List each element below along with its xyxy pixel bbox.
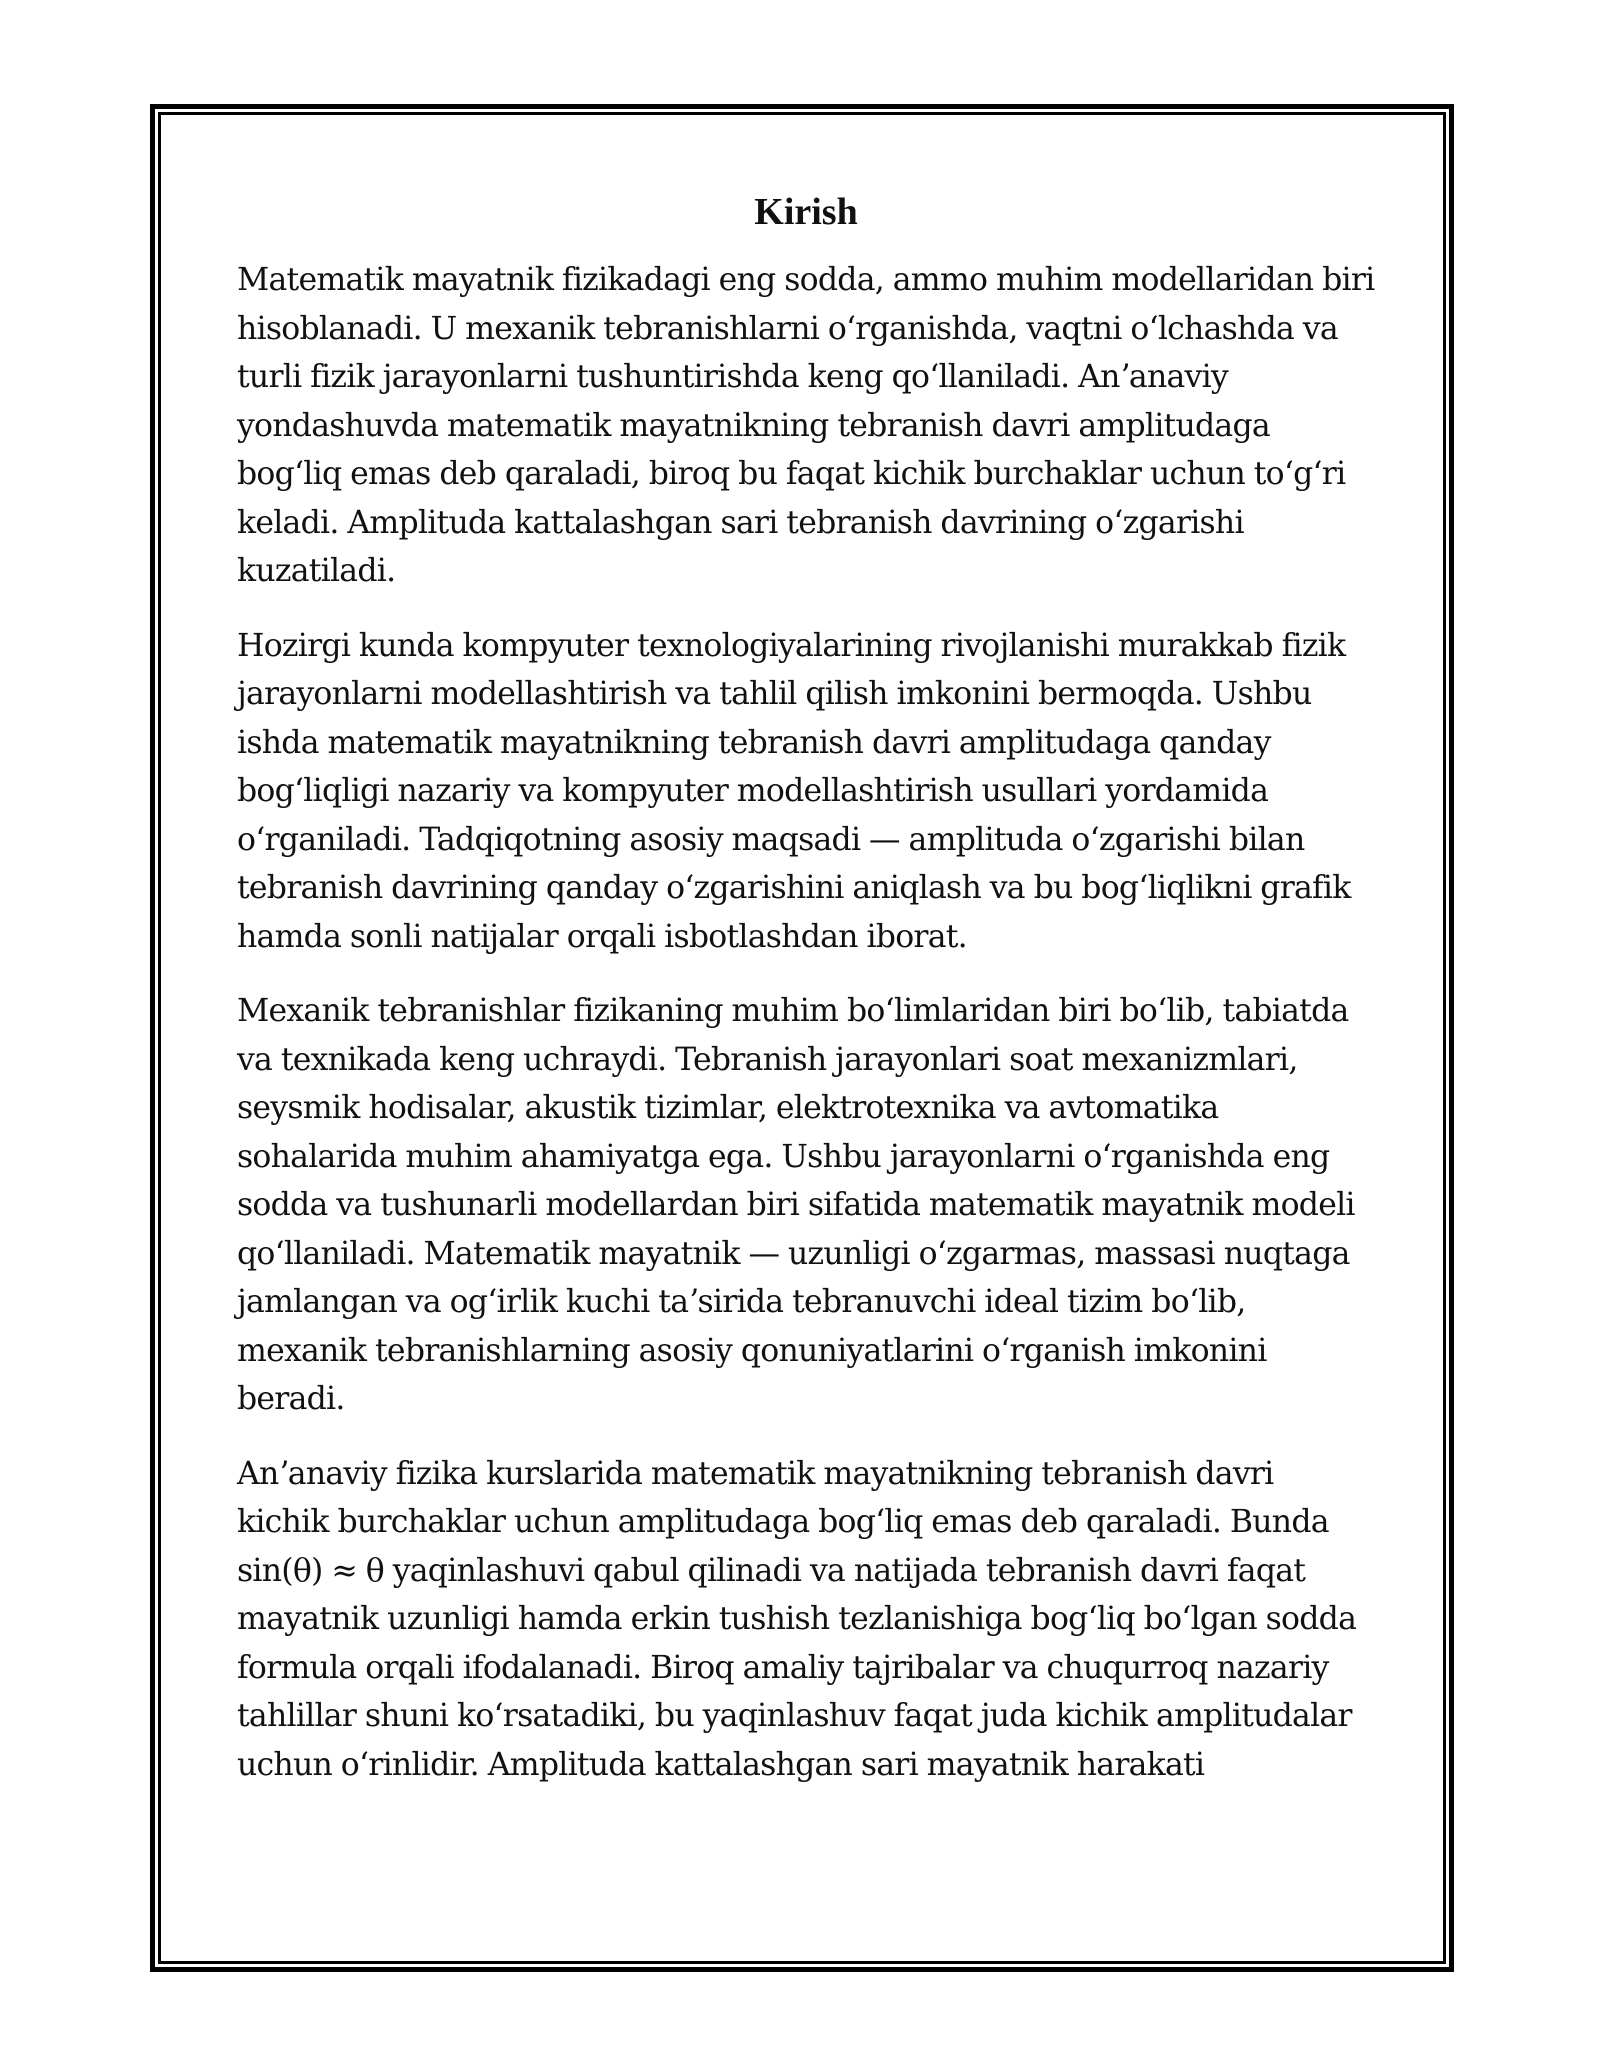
paragraph-1 [237,256,1375,596]
text-line: beradi. [237,1381,345,1417]
text-line: uchun oʻrinlidir. Amplituda kattalashgan sari mayatnik harakati [237,1746,1205,1783]
text-line: yondashuvda matematik mayatnikning tebranish davri amplitudaga [237,407,1270,444]
paragraph-3 [237,987,1375,1424]
text-line: keladi. Amplituda kattalashgan sari tebranish davrining oʻzgarishi [237,504,1244,541]
text-line: Matematik mayatnik fizikadagi eng sodda, ammo muhim modellaridan biri [237,262,1375,298]
text-line: sodda va tushunarli modellardan biri sifatida matematik mayatnik modeli [237,1187,1355,1223]
text-line: hamda sonli natijalar orqali isbotlashdan iborat. [237,918,967,955]
section-title: Kirish [754,191,858,233]
text-line: oʻrganiladi. Tadqiqotning asosiy maqsadi — amplituda oʻzgarishi bilan [237,821,1305,858]
paragraph-2 [237,622,1375,962]
text-line: va texnikada keng uchraydi. Tebranish jarayonlari soat mexanizmlari, [237,1041,1298,1078]
text-line: sohalarida muhim ahamiyatga ega. Ushbu jarayonlarni oʻrganishda eng [237,1138,1330,1175]
text-line: bogʻliq emas deb qaraladi, biroq bu faqat kichik burchaklar uchun toʻgʻri [237,456,1346,492]
text-line: sin(θ) ≈ θ yaqinlashuvi qabul qilinadi va natijada tebranish davri faqat [237,1552,1306,1589]
text-line: tahlillar shuni koʻrsatadiki, bu yaqinlashuv faqat juda kichik amplitudalar [237,1698,1352,1734]
text-line: kichik burchaklar uchun amplitudaga bogʻliq emas deb qaraladi. Bunda [237,1504,1329,1540]
text-line: Hozirgi kunda kompyuter texnologiyalarining rivojlanishi murakkab fizik [237,627,1346,664]
text-line: bogʻliqligi nazariy va kompyuter modellashtirish usullari yordamida [237,773,1269,809]
text-line: tebranish davrining qanday oʻzgarishini aniqlash va bu bogʻliqlikni grafik [237,870,1351,906]
text-line: turli fizik jarayonlarni tushuntirishda keng qoʻllaniladi. Anʼanaviy [237,359,1228,395]
text-line: mexanik tebranishlarning asosiy qonuniyatlarini oʻrganish imkonini [237,1332,1267,1369]
text-line: formula orqali ifodalanadi. Biroq amaliy tajribalar va chuqurroq nazariy [237,1649,1329,1686]
text-line: Mexanik tebranishlar fizikaning muhim boʻlimlaridan biri boʻlib, tabiatda [237,993,1349,1029]
text-line: jarayonlarni modellashtirish va tahlil qilish imkonini bermoqda. Ushbu [237,676,1312,712]
document-body [237,182,1375,1815]
text-line: ishda matematik mayatnikning tebranish davri amplitudaga qanday [237,724,1271,761]
text-line: mayatnik uzunligi hamda erkin tushish tezlanishiga bogʻliq boʻlgan sodda [237,1601,1357,1637]
text-line: jamlangan va ogʻirlik kuchi taʼsirida tebranuvchi ideal tizim boʻlib, [237,1284,1246,1320]
text-line: qoʻllaniladi. Matematik mayatnik — uzunligi oʻzgarmas, massasi nuqtaga [237,1235,1350,1272]
paragraph-4 [237,1450,1375,1790]
text-line: Anʼanaviy fizika kurslarida matematik mayatnikning tebranish davri [237,1455,1274,1492]
text-line: seysmik hodisalar, akustik tizimlar, elektrotexnika va avtomatika [237,1090,1219,1126]
text-line: kuzatiladi. [237,553,396,589]
text-line: hisoblanadi. U mexanik tebranishlarni oʻrganishda, vaqtni oʻlchashda va [237,310,1338,347]
